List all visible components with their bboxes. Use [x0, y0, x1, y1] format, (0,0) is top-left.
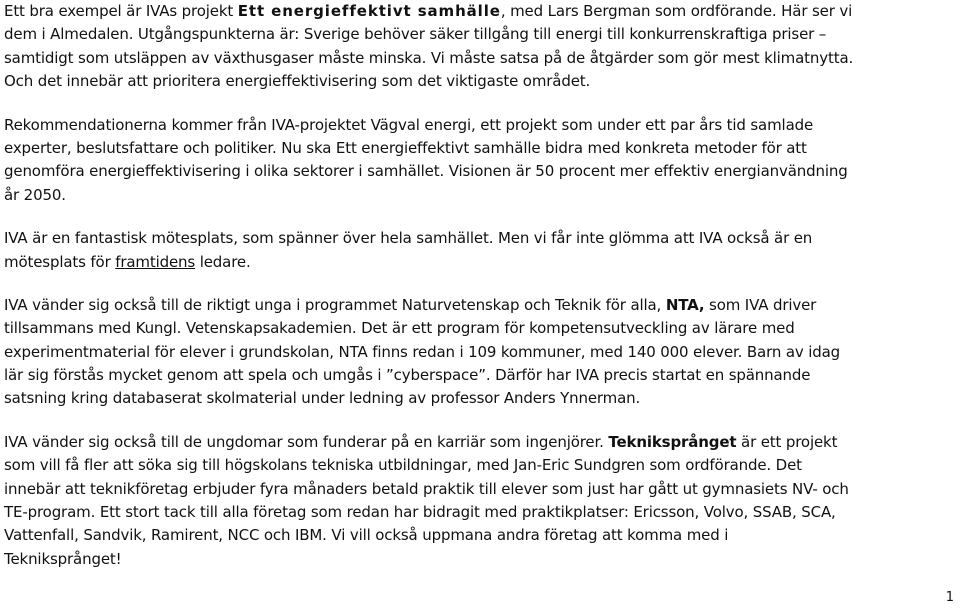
text-run: är ett projekt [736, 432, 838, 451]
text-line [4, 294, 954, 317]
text-line: genomföra energieffektivisering i olika sektorer i samhället. Visionen är 50 procent mer effektiv energianvändning [4, 162, 848, 181]
text-run: mötesplats för [4, 252, 116, 271]
text-run: ledare. [195, 252, 251, 271]
text-run: , med Lars Bergman som ordförande. Här ser vi [500, 2, 853, 20]
text-run: Ett bra exempel är IVAs projekt [4, 2, 238, 20]
text-run: IVA vänder sig också till de ungdomar som funderar på en karriär som ingenjörer. [4, 432, 609, 451]
text-line: tillsammans med Kungl. Vetenskapsakademien. Det är ett program för kompetensutveckling av lärare med [4, 319, 795, 338]
framtidens-link[interactable]: framtidens [115, 252, 196, 271]
paragraph-intro [4, 0, 954, 94]
text-line [4, 431, 954, 454]
text-line [4, 251, 954, 274]
text-line: Tekniksprånget! [4, 549, 122, 568]
text-line: TE-program. Ett stort tack till alla företag som redan har bidragit med praktikplatser: Ericsson, Volvo, SSAB, SCA, [4, 503, 836, 522]
text-line: Rekommendationerna kommer från IVA-projektet Vägval energi, ett projekt som under ett par års tid samlade [4, 115, 814, 134]
text-line: experter, beslutsfattare och politiker. Nu ska Ett energieffektivt samhälle bidra med konkreta metoder för att [4, 138, 807, 157]
paragraph-recommendations [4, 114, 954, 208]
text-line: lär sig förstås mycket genom att spela och umgås i ”cyberspace”. Därför har IVA precis startat en spännande [4, 366, 811, 385]
project-title: Ett energieffektivt samhälle [237, 2, 501, 20]
nta-label: NTA, [665, 295, 705, 314]
paragraph-tekniksprange [4, 431, 954, 571]
text-line: dem i Almedalen. Utgångspunkterna är: Sverige behöver säker tillgång till energi till konkurrenskraftiga priser – [4, 25, 827, 44]
text-line: innebär att teknikföretag erbjuder fyra månaders betald praktik till elever som just har gått ut gymnasiets NV- och [4, 479, 849, 498]
text-line: samtidigt som utsläppen av växthusgaser måste minska. Vi måste satsa på de åtgärder som gör mest klimatnytta. [4, 48, 854, 67]
text-line: som vill få fler att söka sig till högskolans tekniska utbildningar, med Jan-Eric Sundgren som ordförande. Det [4, 456, 802, 475]
paragraph-nta [4, 294, 954, 411]
text-line: år 2050. [4, 185, 66, 204]
text-line: Och det innebär att prioritera energieffektivisering som det viktigaste området. [4, 72, 591, 91]
document-page [4, 0, 954, 571]
text-line: satsning kring databaserat skolmaterial under ledning av professor Anders Ynnerman. [4, 389, 641, 408]
text-run: som IVA driver [704, 295, 817, 314]
paragraph-meeting-place [4, 227, 954, 274]
text-line: experimentmaterial för elever i grundskolan, NTA finns redan i 109 kommuner, med 140 000 elever. Barn av idag [4, 342, 841, 361]
text-run: IVA vänder sig också till de riktigt unga i programmet Naturvetenskap och Teknik för alla, [4, 295, 666, 314]
tekniksprange-label: Tekniksprånget [608, 432, 737, 451]
text-line: IVA är en fantastisk mötesplats, som spänner över hela samhället. Men vi får inte glömma att IVA också är en [4, 229, 813, 248]
page-number: 1 [945, 590, 954, 605]
text-line [4, 0, 954, 23]
text-line: Vattenfall, Sandvik, Ramirent, NCC och IBM. Vi vill också uppmana andra företag att komma med i [4, 526, 729, 545]
